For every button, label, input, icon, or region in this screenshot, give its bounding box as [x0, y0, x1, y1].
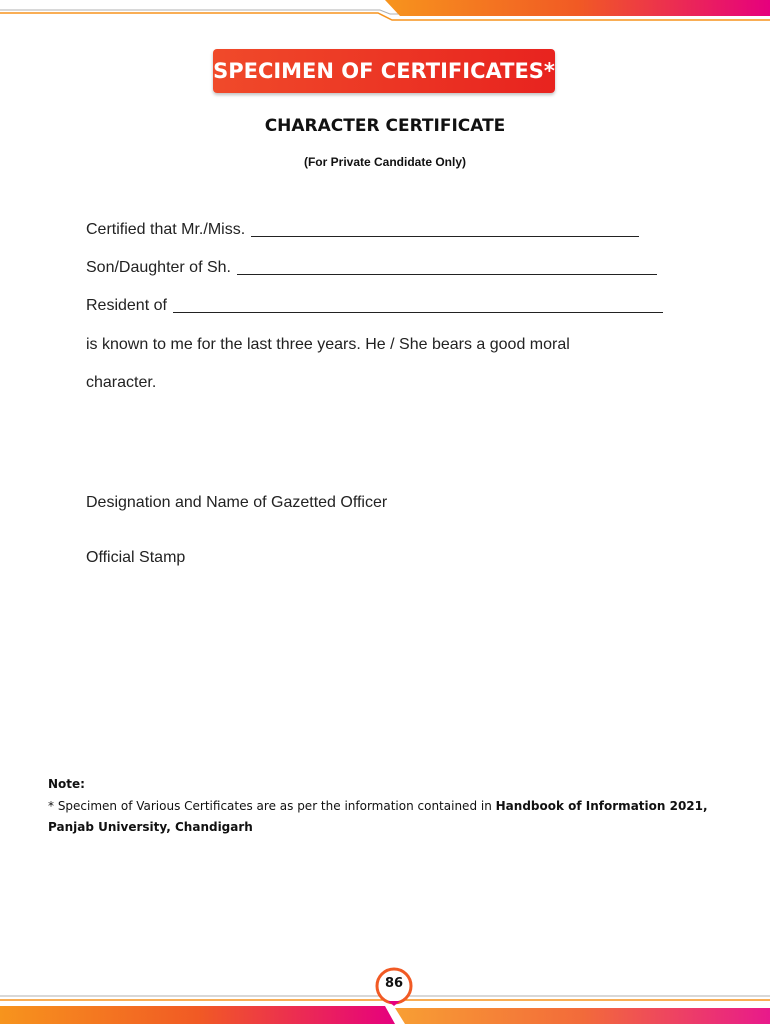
resident-label: Resident of — [86, 297, 167, 314]
certificate-title: CHARACTER CERTIFICATE — [264, 116, 506, 136]
designation-line: Designation and Name of Gazetted Officer — [86, 494, 388, 511]
note-label: Note: — [48, 777, 85, 791]
stamp-line: Official Stamp — [86, 549, 186, 566]
name-label: Certified that Mr./Miss. — [86, 221, 246, 238]
specimen-banner — [213, 49, 555, 93]
parent-line — [86, 259, 657, 277]
parent-blank — [237, 273, 657, 275]
resident-line — [86, 297, 663, 315]
name-blank — [251, 235, 639, 237]
known-line: is known to me for the last three years. He / She bears a good moral — [86, 336, 570, 353]
page-number: 86 — [384, 976, 404, 991]
certificate-subtitle: (For Private Candidate Only) — [303, 155, 467, 169]
resident-blank — [173, 311, 663, 313]
note-text: * Specimen of Various Certificates are as per the information contained in Handbook of Information 2021, Panjab University, Chandigarh — [48, 799, 708, 834]
header-decoration — [0, 0, 770, 24]
name-line — [86, 221, 639, 239]
parent-label: Son/Daughter of Sh. — [86, 259, 231, 276]
character-line: character. — [86, 374, 157, 391]
banner-text: SPECIMEN OF CERTIFICATES* — [213, 59, 555, 83]
